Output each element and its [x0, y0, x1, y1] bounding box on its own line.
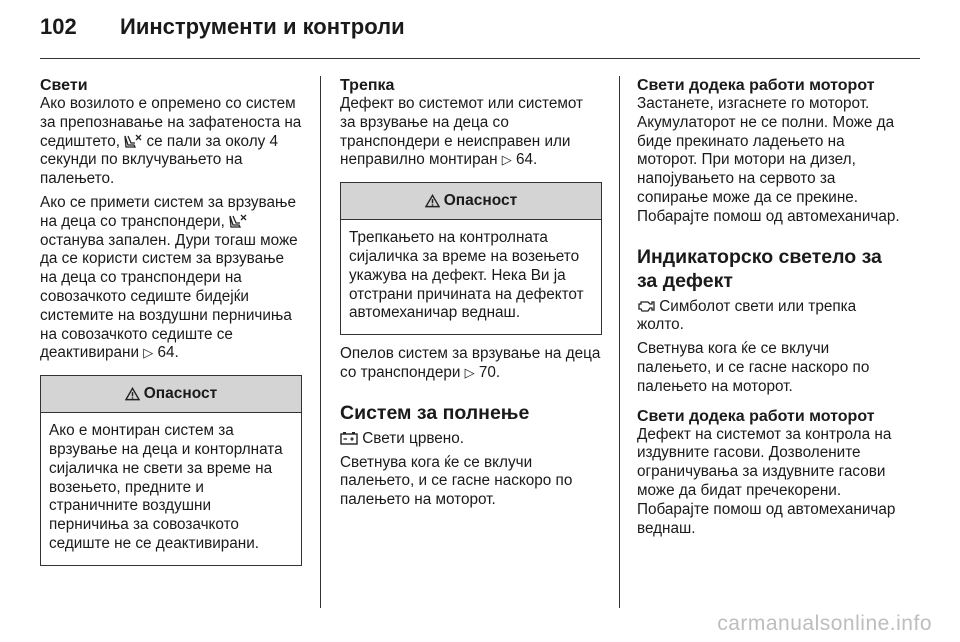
- column-3: [637, 76, 902, 538]
- reference-arrow-icon: ▷: [464, 364, 475, 380]
- heading-flashes: Трепка: [340, 77, 395, 94]
- column-1: [40, 76, 302, 566]
- warning-header: [341, 183, 601, 220]
- heading-charging-system: Систем за полнење: [340, 401, 530, 424]
- paragraph-text: Ако возилото е опремено со систем за препознавање на зафатеноста на седиштето,: [40, 95, 302, 150]
- battery-icon: [340, 431, 358, 445]
- paragraph-fault: [340, 95, 602, 170]
- engine-check-icon: [637, 299, 655, 313]
- paragraph-emission-fault: Дефект на системот за контрола на издувните гасови. Дозволените ограничувања за издувните гасови може да бидат пречекорени. Побарајте помош од автомеханичар веднаш.: [637, 425, 896, 537]
- page-reference: 64.: [516, 151, 538, 169]
- warning-title: Опасност: [443, 191, 518, 209]
- paragraph-mil-ignition: Светнува кога ќе се вклучи палењето, и се гасне наскоро по палењето на моторот.: [637, 340, 870, 395]
- page-reference: 70.: [478, 363, 501, 381]
- page-reference: 64.: [157, 344, 179, 362]
- paragraph-stop-engine: Застанете, изгаснете го моторот. Акумулаторот не се полни. Може да биде прекинато ладењето на моторот. При мотори на дизел, напојувањето на сервото за сопирање може да се прекине. Побарајте помош од автомеханичар.: [637, 95, 900, 225]
- page-number: 102: [40, 14, 77, 39]
- paragraph-text: Ако се примети систем за врзување на деца со транспондери,: [40, 193, 296, 230]
- paragraph-opel-system: [340, 345, 602, 383]
- warning-header: [41, 376, 301, 413]
- watermark-text: carmanualsonline.info: [717, 612, 932, 635]
- reference-arrow-icon: ▷: [143, 345, 154, 361]
- paragraph-text: се пали за околу 4 секунди по вклучувањето на палењето.: [40, 132, 279, 188]
- column-2: [340, 76, 602, 510]
- paragraph-charging-ignition: Светнува кога ќе се вклучи палењето, и се гасне наскоро по палењето на моторот.: [340, 453, 573, 509]
- paragraph-text: Симболот свети или трепка жолто.: [637, 297, 857, 334]
- warning-text: Трепкањето на контролната сијаличка за време на возењето укажува на дефект. Нека Ви ја отстрани причината на дефектот автомеханичар веднаш.: [349, 229, 584, 322]
- page-header: [40, 14, 920, 56]
- seat-airbag-off-icon: [229, 214, 247, 228]
- paragraph-text: Опелов систем за врзување на деца со транспондери: [340, 345, 601, 381]
- paragraph-text: останува запален. Дури тогаш може да се користи систем за врзување на деца со транспондери на совозачкото седиште бидејќи системите на воздушни перничиња на совозачкото седиште се деактивирани: [40, 231, 298, 362]
- heading-lit-while-running-2: Свети додека работи моторот: [637, 407, 875, 425]
- paragraph-mil-yellow: [637, 298, 902, 336]
- column-divider-1: [320, 76, 321, 608]
- warning-title: Опасност: [143, 384, 218, 402]
- seat-airbag-off-icon: [124, 134, 142, 148]
- heading-lit-while-running: Свети додека работи моторот: [637, 77, 875, 94]
- heading-lights: Свети: [40, 77, 88, 94]
- warning-triangle-icon: [425, 194, 440, 208]
- paragraph-text: Свети црвено.: [362, 429, 464, 447]
- warning-box: [340, 182, 602, 335]
- heading-malfunction-indicator: Индикаторско светело за за дефект: [637, 245, 882, 292]
- warning-text: Ако е монтиран систем за врзување на деца и конторлната сијаличка не свети за време на возењето, предните и страничните воздушни перничиња за совозачкото седиште не се деактивирани.: [49, 422, 283, 552]
- warning-triangle-icon: [125, 387, 140, 401]
- paragraph-transponder: [40, 194, 302, 363]
- reference-arrow-icon: ▷: [501, 152, 512, 168]
- paragraph-occupant-detection: [40, 95, 302, 189]
- chapter-title: Иинструменти и контроли: [120, 14, 405, 39]
- header-divider: [40, 58, 920, 59]
- paragraph-text: Дефект во системот или системот за врзување на деца со транспондери е неисправен или неправилно монтиран: [340, 95, 584, 169]
- paragraph-charging-red: [340, 430, 602, 449]
- warning-box: [40, 375, 302, 566]
- column-divider-2: [619, 76, 620, 608]
